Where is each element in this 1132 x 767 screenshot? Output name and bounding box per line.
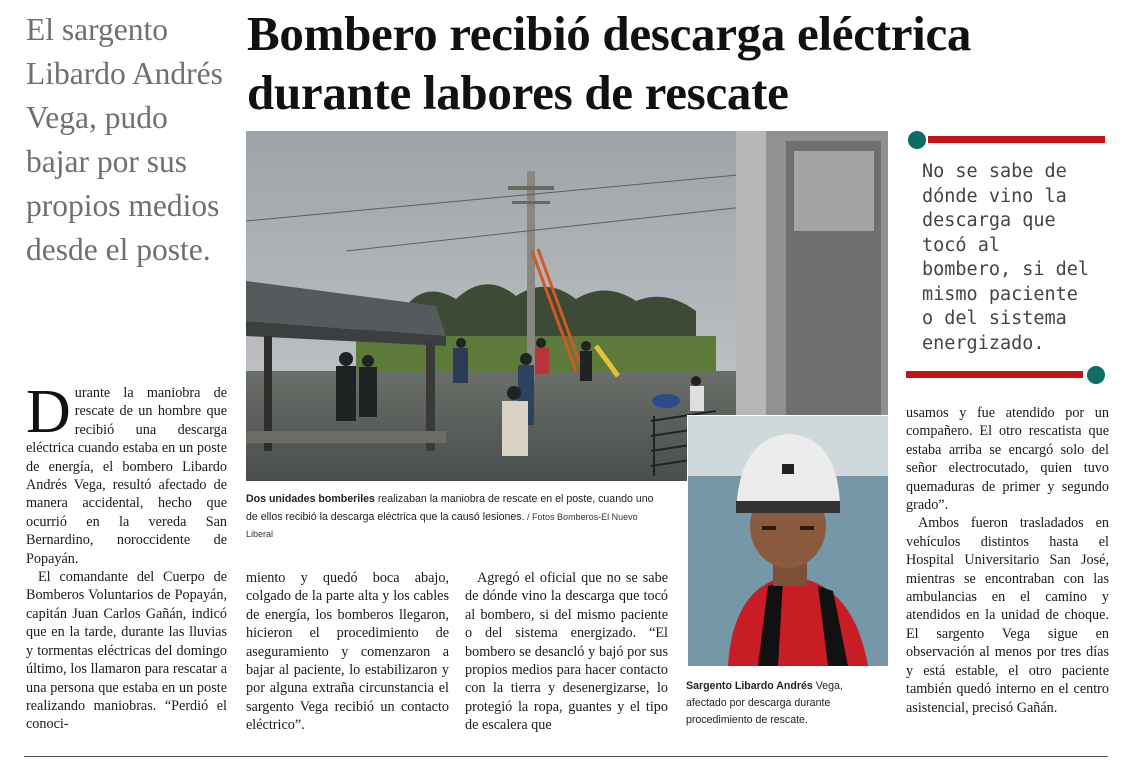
teal-circle-icon [1087, 366, 1105, 384]
caption-text: realizaban la maniobra de rescate en el poste, cuando uno de ellos recibió la descarga eléctrica que la causó lesiones. [246, 493, 654, 523]
paragraph: usamos y fue atendido por un compañero. El otro rescatista que estaba arriba se encargó solo del señor electrocutado, quien tuvo quemaduras de primer y segundo grado”. [906, 405, 1109, 514]
bottom-rule [24, 756, 1108, 757]
article-column-1 [26, 378, 227, 734]
pullquote-left: El sargento Libardo Andrés Vega, pudo bajar por sus propios medios desde el poste. [26, 12, 223, 267]
teal-circle-icon [908, 131, 926, 149]
paragraph: Ambos fueron trasladados en vehículos distintos hasta el Hospital Universitario San José, mientras se encontraban con las ambulancias en el camino y atendidos en la unidad de choque. El sargento Vega sigue en observación al menos por tres días y está estable, el otro paciente también quedó interno en el centro asistencial, precisó Gañán. [906, 515, 1109, 716]
portrait-caption-text: Vega, afectado por descarga durante procedimiento de rescate. [686, 680, 843, 726]
photo-credit: / Fotos Bomberos-El Nuevo Liberal [246, 511, 638, 539]
caption-bold-lead: Dos unidades bomberiles [246, 493, 375, 505]
red-rule-top [928, 136, 1105, 143]
article-column-2 [246, 569, 449, 735]
paragraph [26, 378, 227, 568]
article-column-3 [465, 569, 668, 735]
pullquote-right: No se sabe de dónde vino la descarga que tocó al bombero, si del mismo paciente o del sistema energizado. [922, 161, 1090, 354]
main-photo-caption [246, 491, 666, 544]
drop-cap: D [26, 378, 71, 446]
paragraph-text: urante la maniobra de rescate de un hombre que recibió una descarga eléctrica cuando estaba en un poste de energía, el bombero Libardo Andrés Vega, resultó afectado de manera accidental, hecho que ocurrió en la vereda San Bernardino, noroccidente de Popayán. [26, 385, 227, 567]
portrait-photo [687, 415, 889, 667]
portrait-caption-bold: Sargento Libardo Andrés [686, 680, 813, 692]
article-column-4 [906, 404, 1109, 717]
paragraph: miento y quedó boca abajo, colgado de la parte alta y los cables de energía, los bomberos llegaron, hicieron el procedimiento de aseguramiento y comenzaron a bajar al paciente, lo estabilizaron y por alguna extraña circunstancia el sargento Vega recibió un contacto eléctrico”. [246, 570, 449, 734]
portrait-caption [686, 678, 886, 729]
red-rule-bottom [906, 371, 1083, 378]
paragraph: Agregó el oficial que no se sabe de dónde vino la descarga que tocó al bombero, si del mismo paciente o del sistema energizado. “El bombero se desancló y bajó por sus propios medios para hacer contacto con la tierra y desenergizarse, lo protegió la ropa, guantes y el tipo de escalera que [465, 570, 668, 734]
headline: Bombero recibió descarga eléctrica durante labores de rescate [247, 6, 972, 120]
paragraph: El comandante del Cuerpo de Bomberos Voluntarios de Popayán, capitán Juan Carlos Gañán, indicó que en la tarde, durante las lluvias y tormentas eléctricas del domingo último, los llamaron para rescatar a una persona que estaba en un poste realizando maniobras. “Perdió el conoci- [26, 569, 227, 733]
